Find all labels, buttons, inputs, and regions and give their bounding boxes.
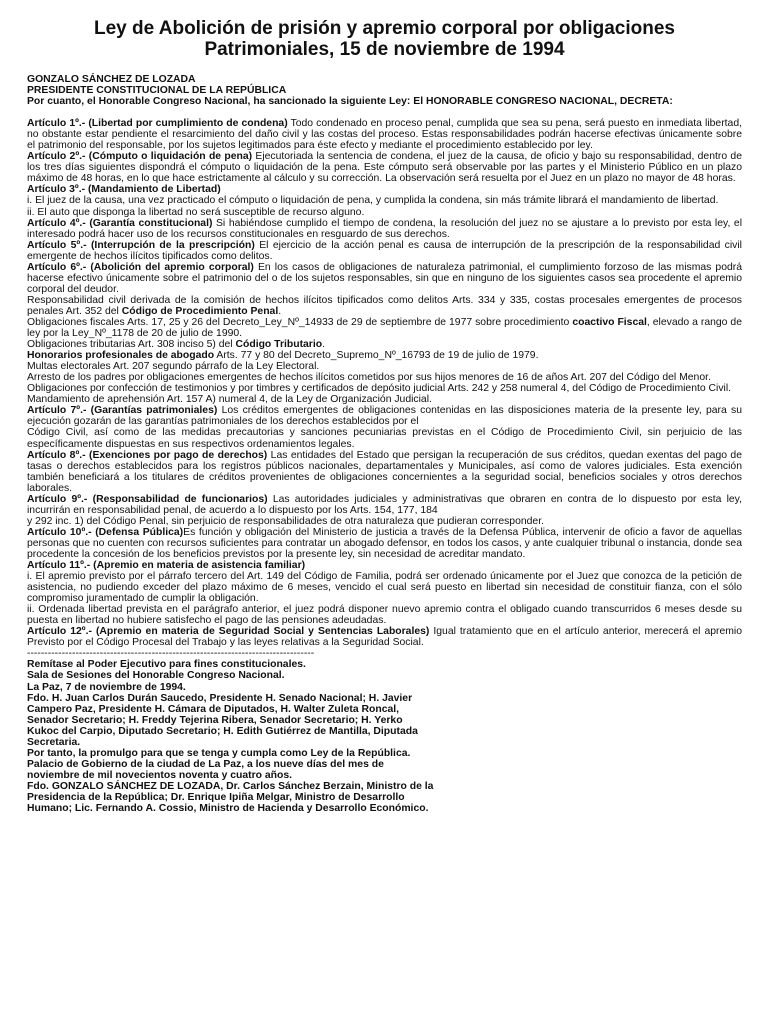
item-text: Responsabilidad civil derivada de la comisión de hechos ilícitos tipificados como delitos Arts. 334 y 335, costas procesales emergentes de procesos penales Art. 352 del [27, 294, 742, 317]
item-bold: Honorarios profesionales de abogado [27, 350, 215, 362]
article-12-text: Igual tratamiento que en el artículo anterior, merecerá el apremio Previsto por el Código Procesal del Trabajo y las leyes relativas a la Seguridad Social. [27, 626, 742, 649]
article-3-item-i: i. El juez de la causa, una vez practicado el cómputo o liquidación de pena, y cumplida la condena, sin más trámite librará el mandamiento de libertad. [27, 195, 719, 207]
footer-line: noviembre de mil novecientos noventa y cuatro años. [27, 769, 293, 781]
president-name: GONZALO SÁNCHEZ DE LOZADA [27, 74, 196, 85]
article-9-continued: y 292 inc. 1) del Código Penal, sin perjuicio de responsabilidades de otra naturaleza que pudieran corresponder. [27, 515, 544, 527]
article-5-heading: Artículo 5º.- (Interrupción de la prescripción) [27, 239, 255, 251]
title-line-2: Patrimoniales, 15 de noviembre de 1994 [204, 39, 565, 60]
article-10-heading: Artículo 10º.- (Defensa Pública) [27, 526, 184, 538]
article-2 [27, 151, 742, 184]
item-text: . [322, 339, 325, 351]
article-6-item: Arresto de los padres por obligaciones emergentes de hechos ilícitos cometidos por sus hijos menores de 16 de años Art. 207 del Código del Menor. [27, 372, 711, 384]
title-line-1: Ley de Abolición de prisión y apremio corporal por obligaciones [93, 18, 675, 39]
article-8 [27, 450, 742, 494]
item-bold: coactivo Fiscal [572, 316, 647, 328]
article-10-text: Es función y obligación del Ministerio de justicia a través de la Defensa Pública, intervenir de oficio a favor de aquellas personas que no cuenten con recursos suficientes para contratar un abogado defensor, en todos los casos, y ante cualquier tribunal o instancia, donde sea procedente la concesión de los beneficios previstos por la presente ley, sin necesidad de acreditar mandato. [27, 526, 743, 560]
article-3-item-ii: ii. El auto que disponga la libertad no será susceptible de recurso alguno. [27, 206, 365, 218]
footer-line: Campero Paz, Presidente H. Cámara de Diputados, H. Walter Zuleta Roncal, [27, 703, 400, 715]
article-9-text: Las autoridades judiciales y administrativas que obraren en contra de lo dispuesto por esta ley, incurrirán en responsabilidad penal, de acuerdo a lo dispuesto por los Arts. 154, 177, 184 [27, 493, 742, 516]
spacer [27, 107, 742, 118]
article-6-text: En los casos de obligaciones de naturaleza patrimonial, el cumplimiento forzoso de las mismas podrá hacerse efectivo únicamente sobre el patrimonio del o de los sujetos responsables, sin que en ninguno de los siguientes casos sea procedente el apremio corporal del deudor. [27, 261, 742, 295]
article-6-item: Mandamiento de aprehensión Art. 157 A) numeral 4, de la Ley de Organización Judicial. [27, 394, 432, 406]
article-11-heading: Artículo 11º.- (Apremio en materia de asistencia familiar) [27, 560, 306, 572]
article-6-item: Multas electorales Art. 207 segundo párrafo de la Ley Electoral. [27, 361, 320, 373]
item-text: . [278, 305, 282, 317]
footer-line: Kukoc del Carpio, Diputado Secretario; H. Edith Gutiérrez de Mantilla, Diputada [27, 725, 418, 737]
item-bold: Código de Procedimiento Penal [121, 305, 279, 317]
article-1-text: Todo condenado en proceso penal, cumplida que sea su pena, será puesto en inmediata libertad, no obstante estar pendiente el resarcimiento del daño civil y las costas del proceso. Estas responsabilidades podrán hacerse efectivas únicamente sobre el patrimonio del responsable, por los sujetos legitimados para éste efecto y mediante el procedimiento establecido por ley. [27, 118, 742, 152]
article-6 [27, 262, 742, 295]
item-text: Arts. 77 y 80 del Decreto_Supremo_Nº_16793 de 19 de julio de 1979. [214, 350, 539, 362]
article-4-text: Si habiéndose cumplido el tiempo de condena, la resolución del juez no se ajustare a lo previsto por esta ley, el interesado podrá hacer uso de los recursos constitucionales en resguardo de sus derechos. [27, 217, 742, 240]
footer-line: Por tanto, la promulgo para que se tenga y cumpla como Ley de la República. [27, 747, 411, 759]
item-text: , elevado a rango de ley por la Ley_Nº_1178 de 20 de julio de 1990. [27, 316, 742, 340]
article-8-heading: Artículo 8º.- (Exenciones por pago de derechos) [27, 449, 268, 461]
article-11-item-i: i. El apremio previsto por el párrafo tercero del Art. 149 del Código de Familia, podrá ser ordenado únicamente por el Juez que conozca de la petición de asistencia, no pudiendo exceder del plazo máximo de 6 meses, vencido el cual será puesto en libertad sin necesidad de constituir fianza, con el sólo compromiso juramentado de cumplir la obligación. [27, 571, 742, 605]
footer-line: Humano; Lic. Fernando A. Cossio, Ministro de Hacienda y Desarrollo Económico. [27, 803, 429, 815]
article-12-heading: Artículo 12º.- (Apremio en materia de Seguridad Social y Sentencias Laborales) [27, 626, 430, 638]
footer-line: Senador Secretario; H. Freddy Tejerina Ribera, Senador Secretario; H. Yerko [27, 714, 403, 726]
article-2-heading: Artículo 2º.- (Cómputo o liquidación de pena) [27, 151, 253, 163]
footer-line: Presidencia de la República; Dr. Enrique Ipiña Melgar, Ministro de Desarrollo [27, 792, 405, 803]
article-6-item [27, 317, 742, 339]
article-12 [27, 626, 742, 648]
footer-line: La Paz, 7 de noviembre de 1994. [27, 681, 186, 693]
footer-line: Fdo. GONZALO SÁNCHEZ DE LOZADA, Dr. Carlos Sánchez Berzain, Ministro de la [27, 780, 434, 792]
footer-line: Secretaria. [27, 736, 81, 748]
president-title: PRESIDENTE CONSTITUCIONAL DE LA REPÚBLICA [27, 85, 287, 97]
item-bold: Código Tributario [235, 339, 323, 351]
article-5 [27, 240, 742, 262]
article-6-item [27, 295, 742, 317]
article-3-heading: Artículo 3º.- (Mandamiento de Libertad) [27, 184, 221, 196]
article-1 [27, 118, 742, 151]
article-1-heading: Artículo 1º.- (Libertad por cumplimiento de condena) [27, 118, 288, 130]
document-title [27, 18, 742, 60]
divider-line: ----------------------------------------------------------------------------------- [27, 648, 315, 660]
article-6-item: Obligaciones por confección de testimonios y por timbres y certificados de depósito judicial Arts. 242 y 258 numeral 4, del Código de Procedimiento Civil. [27, 383, 732, 395]
footer-line: Palacio de Gobierno de la ciudad de La Paz, a los nueve días del mes de [27, 758, 384, 770]
article-9 [27, 494, 742, 516]
item-text: Obligaciones tributarias Art. 308 inciso 5) del [27, 339, 236, 351]
article-7-continued: Código Civil, así como de las medidas precautorias y sanciones pecuniarias previstas en el Código de Procedimiento Civil, sin perjuicio de las específicamente dispuestas en sus respectivos ordenamientos legales. [27, 427, 742, 450]
preamble: Por cuanto, el Honorable Congreso Nacional, ha sancionado la siguiente Ley: El HONORABLE CONGRESO NACIONAL, DECRETA: [27, 96, 673, 108]
article-4 [27, 218, 742, 240]
item-text: Obligaciones fiscales Arts. 17, 25 y 26 del Decreto_Ley_Nº_14933 de 29 de septiembre de 1977 sobre procedimiento [27, 316, 573, 328]
article-9-heading: Artículo 9º.- (Responsabilidad de funcionarios) [27, 493, 268, 505]
article-8-text: Las entidades del Estado que persigan la recuperación de sus créditos, quedan exentas del pago de tasas o derechos establecidos para los registros públicos nacionales, departamentales y Municipales, así como de valores judiciales. Esta exención también beneficiará a los titulares de créditos provenientes de obligaciones concernientes a la seguridad social, beneficios sociales y otros derechos laborales. [27, 449, 742, 494]
article-6-heading: Artículo 6º.- (Abolición del apremio corporal) [27, 261, 254, 273]
article-6-item [27, 339, 742, 350]
footer-line: Sala de Sesiones del Honorable Congreso Nacional. [27, 670, 285, 682]
document-body [27, 74, 742, 814]
footer-line: Remítase al Poder Ejecutivo para fines constitucionales. [27, 659, 306, 671]
article-5-text: El ejercicio de la acción penal es causa de interrupción de la prescripción de la responsabilidad civil emergente de hechos ilícitos tipificados como delitos. [27, 239, 742, 262]
footer-line: Fdo. H. Juan Carlos Durán Saucedo, Presidente H. Senado Nacional; H. Javier [27, 692, 413, 704]
article-7-text: Los créditos emergentes de obligaciones contenidas en las disposiciones materia de la presente ley, para su ejecución gozarán de las garantías patrimoniales de los derechos establecidos por el [27, 405, 742, 428]
article-7-heading: Artículo 7º.- (Garantías patrimoniales) [27, 405, 218, 417]
article-11-item-ii: ii. Ordenada libertad prevista en el parágrafo anterior, el juez podrá disponer nuevo apremio contra el obligado cuando transcurridos 6 meses desde su puesta en libertad no hubiere satisfecho el pago de las pensiones adeudadas. [27, 604, 742, 627]
article-6-item [27, 350, 742, 361]
signature-block [27, 659, 742, 814]
article-10 [27, 527, 742, 560]
article-4-heading: Artículo 4º.- (Garantía constitucional) [27, 217, 213, 229]
article-7 [27, 405, 742, 427]
article-2-text: Ejecutoriada la sentencia de condena, el juez de la causa, de oficio y bajo su responsabilidad, dentro de los tres días siguientes dispondrá el cómputo o liquidación de la pena. Este cómputo será observable por las partes y el Ministerio Público en un plazo máximo de 48 horas, en lo que hace estrictamente al cálculo y su corrección. La observación será resuelta por el Juez en un plazo no mayor de 48 horas. [27, 151, 742, 185]
